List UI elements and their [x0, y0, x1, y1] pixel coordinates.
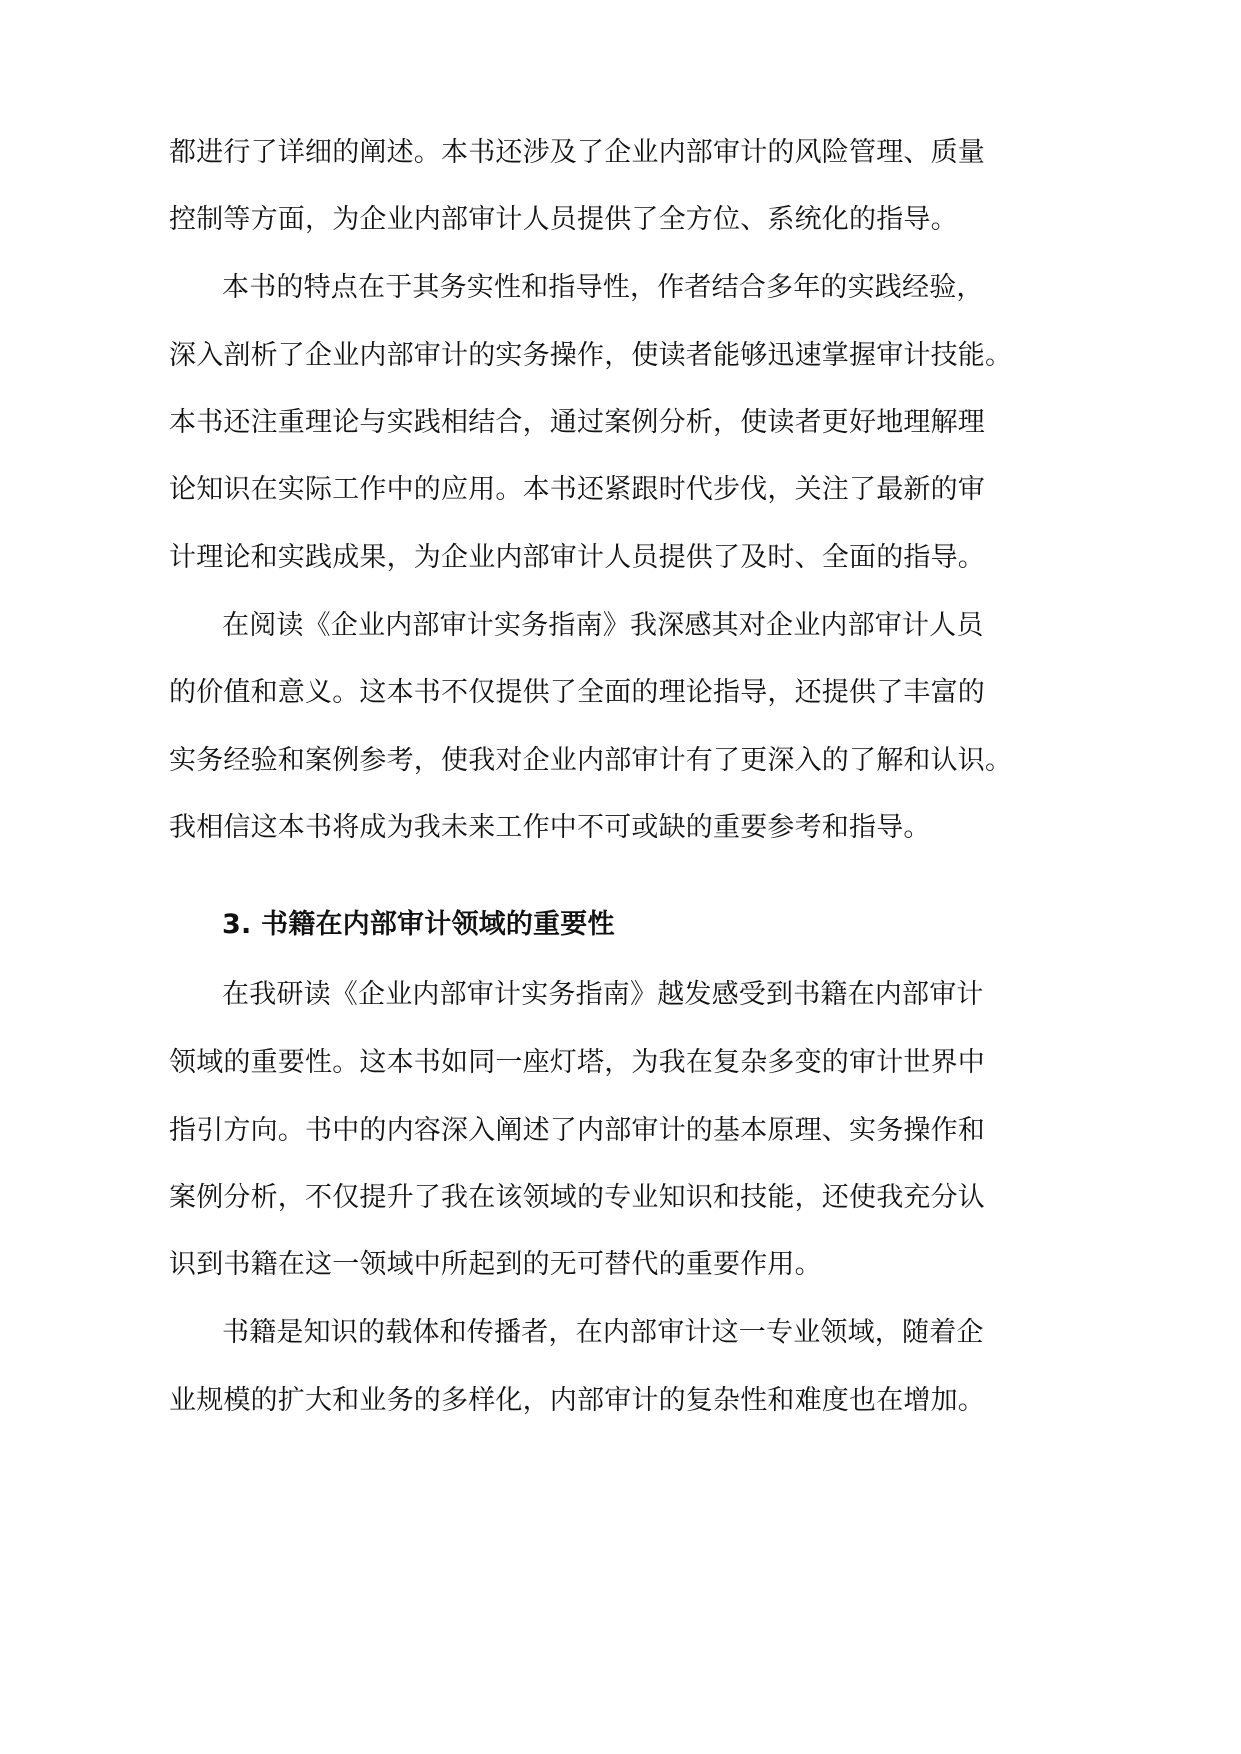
text-line — [0, 596, 1241, 656]
text-line — [0, 1101, 1241, 1161]
line-text: 深入剖析了企业内部审计的实务操作，使读者能够迅速掌握审计技能。 — [169, 340, 1013, 371]
text-line — [0, 123, 1241, 183]
text-line — [0, 258, 1241, 318]
text-line — [0, 798, 1241, 858]
line-text: 实务经验和案例参考，使我对企业内部审计有了更深入的了解和认识。 — [169, 745, 1013, 776]
text-line — [0, 393, 1241, 453]
line-text: 识到书籍在这一领域中所起到的无可替代的重要作用。 — [169, 1249, 822, 1280]
text-line — [0, 190, 1241, 250]
text-line — [0, 1033, 1241, 1093]
text-line — [0, 1235, 1241, 1295]
text-line — [0, 528, 1241, 588]
line-text: 案例分析，不仅提升了我在该领域的专业知识和技能，还使我充分认 — [169, 1182, 985, 1213]
section-heading — [0, 895, 1241, 955]
text-line — [0, 731, 1241, 791]
line-text: 领域的重要性。这本书如同一座灯塔，为我在复杂多变的审计世界中 — [169, 1047, 985, 1078]
line-text: 本书的特点在于其务实性和指导性，作者结合多年的实践经验， — [222, 272, 984, 303]
text-line — [0, 1371, 1241, 1431]
line-text: 指引方向。书中的内容深入阐述了内部审计的基本原理、实务操作和 — [169, 1115, 985, 1146]
line-text: 都进行了详细的阐述。本书还涉及了企业内部审计的风险管理、质量 — [169, 137, 985, 168]
text-line — [0, 460, 1241, 520]
line-text: 我相信这本书将成为我未来工作中不可或缺的重要参考和指导。 — [169, 812, 931, 843]
text-line — [0, 1168, 1241, 1228]
line-text: 在我研读《企业内部审计实务指南》越发感受到书籍在内部审计 — [222, 979, 984, 1010]
text-line — [0, 326, 1241, 386]
line-text: 控制等方面，为企业内部审计人员提供了全方位、系统化的指导。 — [169, 204, 958, 235]
line-text: 的价值和意义。这本书不仅提供了全面的理论指导，还提供了丰富的 — [169, 677, 985, 708]
text-line — [0, 663, 1241, 723]
line-text: 在阅读《企业内部审计实务指南》我深感其对企业内部审计人员 — [222, 610, 984, 641]
section-heading-text: 3. 书籍在内部审计领域的重要性 — [222, 909, 615, 940]
text-line — [0, 965, 1241, 1025]
line-text: 计理论和实践成果，为企业内部审计人员提供了及时、全面的指导。 — [169, 542, 985, 573]
line-text: 业规模的扩大和业务的多样化，内部审计的复杂性和难度也在增加。 — [169, 1385, 985, 1416]
text-line — [0, 1303, 1241, 1363]
line-text: 书籍是知识的载体和传播者，在内部审计这一专业领域，随着企 — [222, 1317, 984, 1348]
line-text: 本书还注重理论与实践相结合，通过案例分析，使读者更好地理解理 — [169, 407, 985, 438]
line-text: 论知识在实际工作中的应用。本书还紧跟时代步伐，关注了最新的审 — [169, 474, 985, 505]
